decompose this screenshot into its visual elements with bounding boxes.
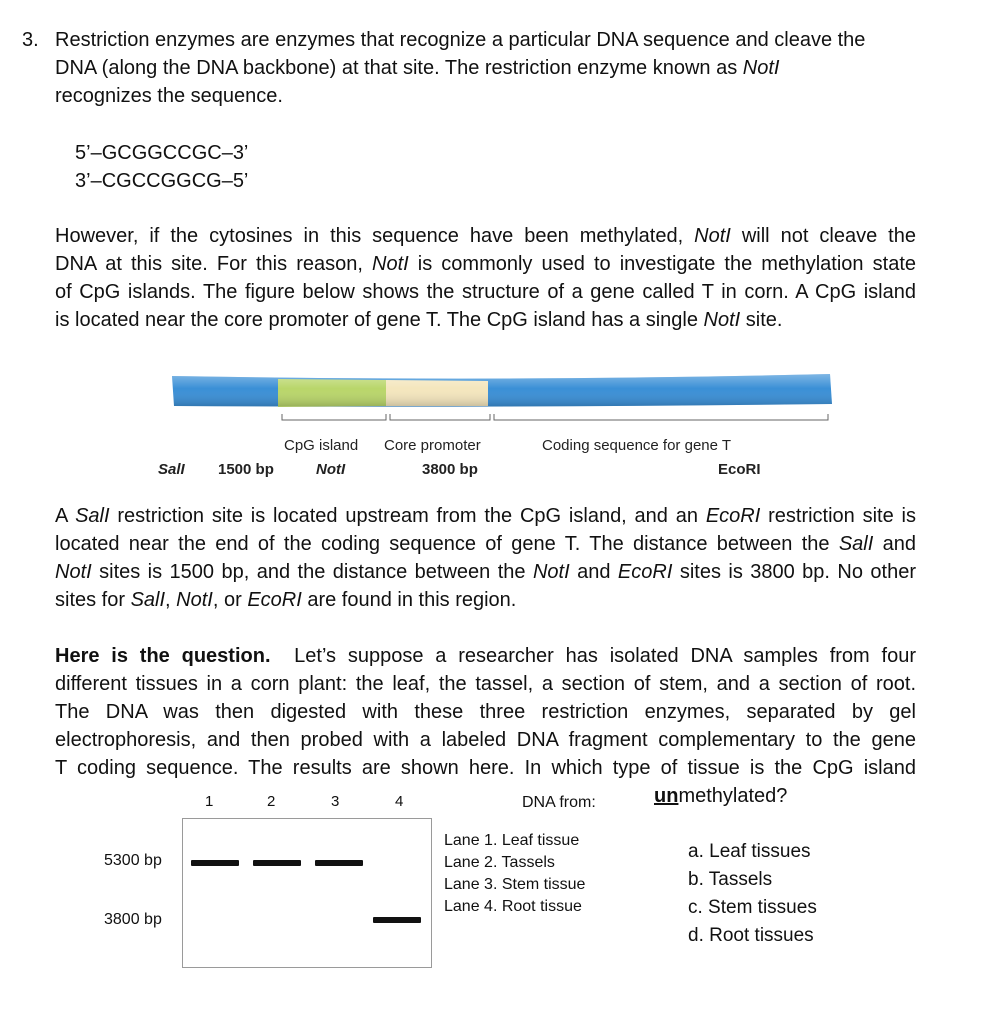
- methylation-paragraph: [55, 222, 916, 334]
- answer-choice-b[interactable]: b. Tassels: [688, 869, 773, 890]
- answer-choice-a[interactable]: a. Leaf tissues: [688, 841, 811, 862]
- band-lane4-3800: [373, 917, 421, 923]
- distance-3800-label: 3800 bp: [422, 461, 478, 478]
- distance-1500-label: 1500 bp: [218, 461, 274, 478]
- lane-legend-item: Lane 3. Stem tissue: [444, 876, 586, 893]
- lane-number: 4: [395, 793, 404, 810]
- eco-site-label: EcoRI: [718, 461, 761, 478]
- para3-line: NotI sites is 1500 bp, and the distance between the NotI and EcoRI sites is 3800 bp. No other: [55, 561, 917, 583]
- intro-line: DNA (along the DNA backbone) at that site. The restriction enzyme known as NotI: [55, 57, 780, 79]
- sequence-top: 5’–GCGGCCGC–3’: [75, 142, 249, 164]
- coding-bracket: [494, 414, 828, 420]
- para4-line: electrophoresis, and then probed with a labeled DNA fragment complementary to the gene: [55, 729, 916, 751]
- para2-line: However, if the cytosines in this sequence have been methylated, NotI will not cleave the: [55, 225, 916, 247]
- lane-number: 2: [267, 793, 276, 810]
- sequence-bottom: 3’–CGCCGGCG–5’: [75, 170, 249, 192]
- intro-line: Restriction enzymes are enzymes that recognize a particular DNA sequence and cleave the: [55, 29, 866, 51]
- not-site-label: NotI: [316, 461, 346, 478]
- answer-choice-c[interactable]: c. Stem tissues: [688, 897, 817, 918]
- para4-line: T coding sequence. The results are shown here. In which type of tissue is the CpG island: [55, 757, 916, 779]
- question-number: 3.: [22, 29, 39, 51]
- para2-line: DNA at this site. For this reason, NotI is commonly used to investigate the methylation state: [55, 253, 916, 275]
- restriction-sites-paragraph: [55, 502, 916, 614]
- para4-line: different tissues in a corn plant: the leaf, the tassel, a section of stem, and a section of root.: [55, 673, 916, 695]
- methylated-suffix: methylated?: [678, 785, 788, 807]
- lane-number: 3: [331, 793, 340, 810]
- sal-site-label: SalI: [158, 461, 185, 478]
- size-marker-5300: 5300 bp: [104, 852, 162, 869]
- lane-legend-item: Lane 2. Tassels: [444, 854, 555, 871]
- dna-from-label: DNA from:: [522, 794, 596, 811]
- cpg-island-label: CpG island: [284, 437, 359, 454]
- lane-legend-item: Lane 4. Root tissue: [444, 898, 582, 915]
- band-lane1-5300: [191, 860, 239, 866]
- para3-line: sites for SalI, NotI, or EcoRI are found in this region.: [55, 589, 517, 611]
- gel-image: [182, 818, 432, 968]
- answer-choice-d[interactable]: d. Root tissues: [688, 925, 814, 946]
- answer-choices: [688, 838, 817, 950]
- band-lane2-5300: [253, 860, 301, 866]
- lane-legend-item: Lane 1. Leaf tissue: [444, 832, 580, 849]
- un-prefix: un: [654, 785, 679, 807]
- cpg-bracket: [282, 414, 386, 420]
- gene-structure-figure: [150, 370, 850, 485]
- para4-line: The DNA was then digested with these three restriction enzymes, separated by gel: [55, 701, 916, 723]
- question-lead: Here is the question.: [55, 645, 271, 667]
- question-paragraph: [55, 642, 916, 782]
- unmethylated-question: [654, 782, 787, 810]
- intro-paragraph: [55, 26, 900, 110]
- para3-line: A SalI restriction site is located upstream from the CpG island, and an EcoRI restriction site is: [55, 505, 916, 527]
- core-bracket: [390, 414, 490, 420]
- core-promoter-label: Core promoter: [384, 437, 481, 454]
- para2-line: is located near the core promoter of gene T. The CpG island has a single NotI site.: [55, 309, 783, 331]
- lane-number: 1: [205, 793, 214, 810]
- coding-sequence-label: Coding sequence for gene T: [542, 437, 732, 454]
- intro-line: recognizes the sequence.: [55, 85, 283, 107]
- para2-line: of CpG islands. The figure below shows the structure of a gene called T in corn. A CpG island: [55, 281, 916, 303]
- band-lane3-5300: [315, 860, 363, 866]
- lane-legend: [444, 830, 585, 918]
- size-marker-3800: 3800 bp: [104, 911, 162, 928]
- para3-line: located near the end of the coding sequence of gene T. The distance between the SalI and: [55, 533, 916, 555]
- para4-line: Let’s suppose a researcher has isolated DNA samples from four: [294, 645, 916, 667]
